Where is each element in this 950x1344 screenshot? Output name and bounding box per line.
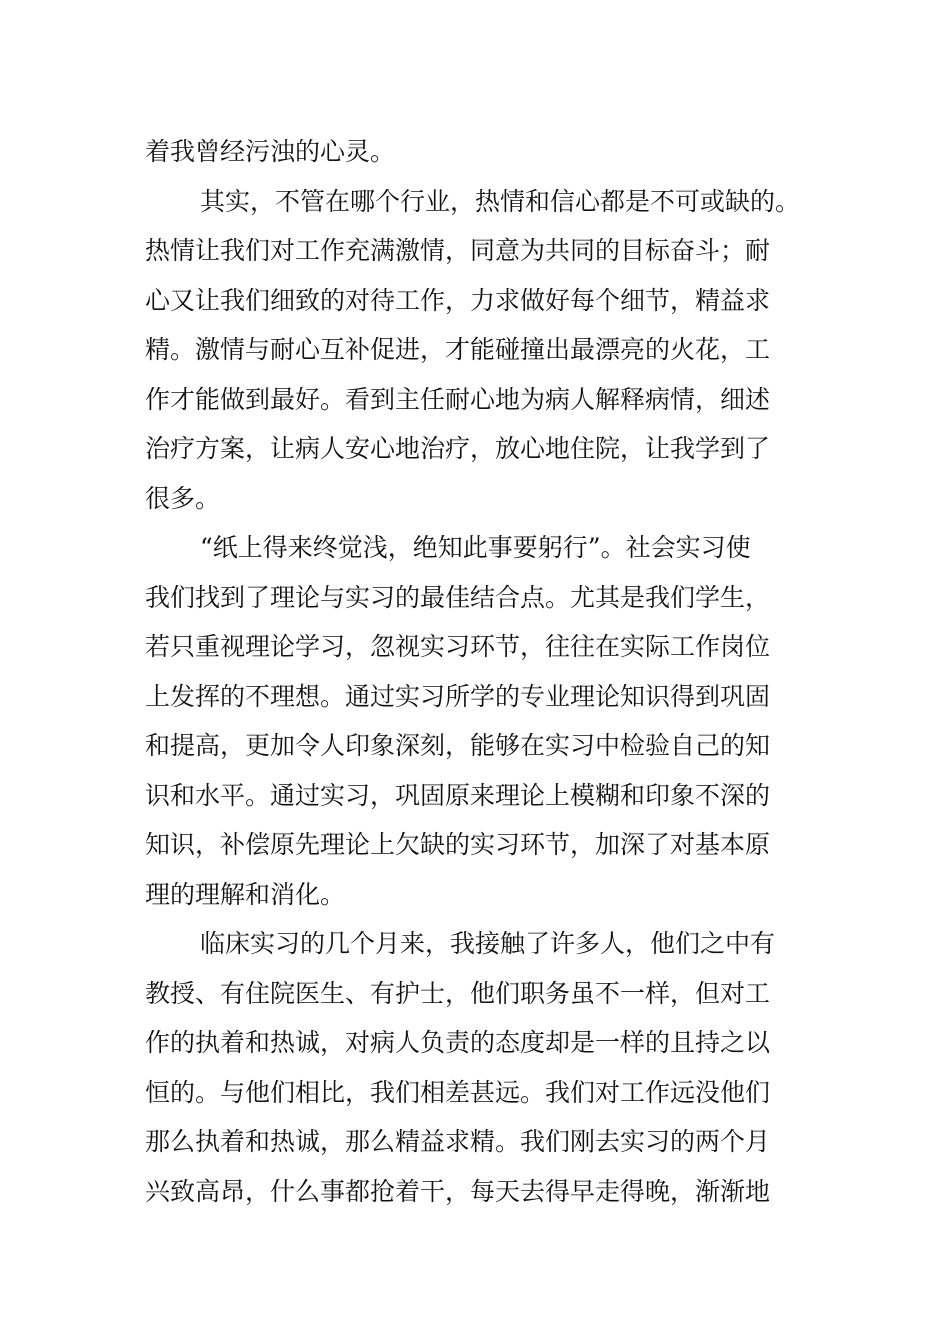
text-line: 我们找到了理论与实习的最佳结合点。尤其是我们学生， — [145, 582, 771, 612]
text-line: 和提高，更加令人印象深刻，能够在实习中检验自己的知 — [145, 731, 771, 760]
paragraph-start-line: 其实，不管在哪个行业，热情和信心都是不可或缺的。 — [200, 186, 801, 216]
text-line: 理的理解和消化。 — [145, 879, 346, 909]
text-line: 识和水平。通过实习，巩固原来理论上模糊和印象不深的 — [145, 780, 771, 810]
text-line: 恒的。与他们相比，我们相差甚远。我们对工作远没他们 — [145, 1077, 771, 1107]
text-line: 热情让我们对工作充满激情，同意为共同的目标奋斗；耐 — [145, 236, 771, 265]
text-line: 作才能做到最好。看到主任耐心地为病人解释病情，细述 — [145, 384, 771, 414]
text-line: 治疗方案，让病人安心地治疗，放心地住院，让我学到了 — [145, 434, 771, 463]
text-line: 很多。 — [145, 483, 221, 513]
text-line: 作的执着和热诚，对病人负责的态度却是一样的且持之以 — [145, 1028, 771, 1057]
text-line: 教授、有住院医生、有护士，他们职务虽不一样，但对工 — [145, 978, 771, 1008]
text-line: 上发挥的不理想。通过实习所学的专业理论知识得到巩固 — [145, 681, 771, 711]
text-line: 知识，补偿原先理论上欠缺的实习环节，加深了对基本原 — [145, 830, 771, 859]
paragraph-start-line: 临床实习的几个月来，我接触了许多人，他们之中有 — [200, 929, 776, 958]
text-line-continuation: 着我曾经污浊的心灵。 — [145, 137, 396, 166]
text-line: 心又让我们细致的对待工作，力求做好每个细节，精益求 — [145, 285, 771, 315]
text-line: 那么执着和热诚，那么精益求精。我们刚去实习的两个月 — [145, 1127, 771, 1156]
text-line: 精。激情与耐心互补促进，才能碰撞出最漂亮的火花，工 — [145, 335, 771, 364]
paragraph-start-line: “纸上得来终觉浅，绝知此事要躬行”。社会实习使 — [200, 533, 751, 562]
text-line: 兴致高昂，什么事都抢着干，每天去得早走得晚，渐渐地 — [145, 1176, 771, 1206]
document-body — [145, 127, 810, 1216]
text-line: 若只重视理论学习，忽视实习环节，往往在实际工作岗位 — [145, 632, 771, 661]
